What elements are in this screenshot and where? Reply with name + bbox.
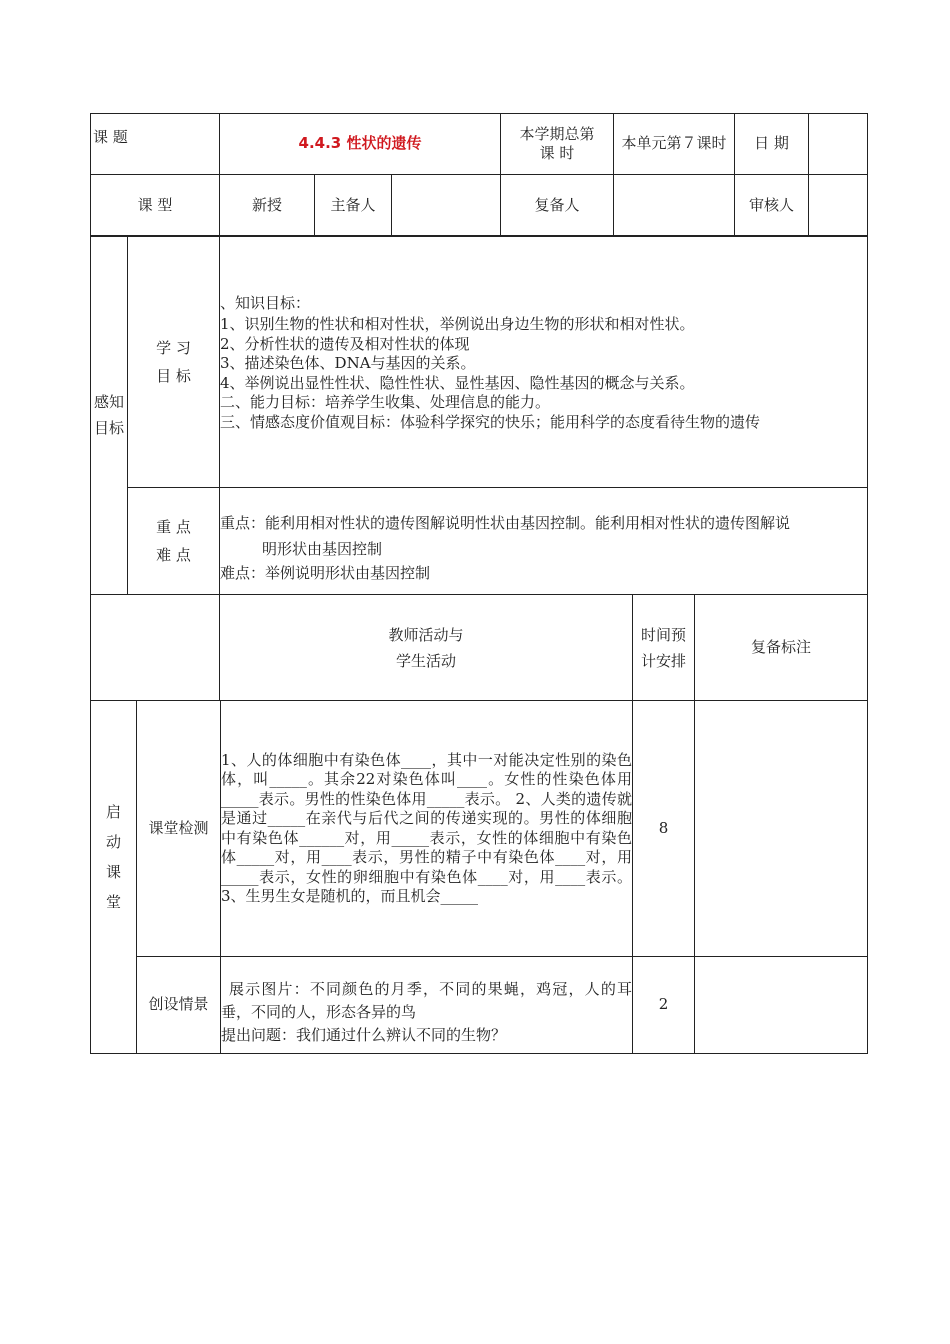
type-value: 新授 bbox=[220, 175, 315, 237]
term-total-line1: 本学期总第 bbox=[519, 124, 595, 143]
topic-label: 课 题 bbox=[91, 114, 220, 175]
scene-label: 创设情景 bbox=[137, 957, 221, 1054]
startup-table bbox=[90, 700, 868, 1054]
perception-label-2: 目标 bbox=[93, 419, 124, 437]
startup-label-char: 动 bbox=[105, 833, 121, 851]
key-label-2: 难 点 bbox=[156, 546, 191, 564]
time-column-header bbox=[633, 595, 695, 701]
goal-line: 1、识别生物的性状和相对性状，举例说出身边生物的形状和相对性状。 bbox=[220, 315, 695, 333]
goal-line: 3、描述染色体、DNA与基因的关系。 bbox=[220, 354, 476, 372]
co-value[interactable] bbox=[614, 175, 735, 237]
lead-label: 主备人 bbox=[315, 175, 392, 237]
activity-header-line-2: 学生活动 bbox=[395, 651, 456, 670]
goal-line: 三、情感态度价值观目标：体验科学探究的快乐；能用科学的态度看待生物的遗传 bbox=[220, 412, 761, 431]
reviewer-label: 审核人 bbox=[735, 175, 809, 237]
goal-line: 二、能力目标：培养学生收集、处理信息的能力。 bbox=[220, 393, 551, 411]
check-content: 1、人的体细胞中有染色体____，其中一对能决定性别的染色体，叫_____。其余22对染色体叫____。女性的性染色体用_____表示。男性的性染色体用_____表示。 2、人类的遗传就是通过_____在亲代与后代之间的传递实现的。男性的体细胞中有染色体______对，用_____表示，女性的体细胞中有染色体_____对，用____表示，男性的精子中有染色体____对，用_____表示，女性的卵细胞中有染色体____对，用____表示。 3、生男生女是随机的，而且机会_____ bbox=[221, 701, 633, 957]
time-header-line-2: 计安排 bbox=[640, 651, 686, 670]
startup-label-char: 堂 bbox=[105, 893, 121, 911]
startup-section-label bbox=[91, 701, 137, 1054]
scene-text-1: 展示图片：不同颜色的月季，不同的果蝇，鸡冠，人的耳垂，不同的人，形态各异的鸟 bbox=[221, 979, 632, 1021]
goals-label bbox=[128, 236, 220, 488]
activity-header-table bbox=[90, 594, 868, 701]
check-time: 8 bbox=[633, 701, 695, 957]
perception-table bbox=[90, 235, 868, 595]
key-point-line-2: 明形状由基因控制 bbox=[262, 540, 383, 558]
lead-value[interactable] bbox=[392, 175, 501, 237]
type-label: 课 型 bbox=[91, 175, 220, 237]
startup-label-char: 课 bbox=[105, 863, 121, 881]
reviewer-value[interactable] bbox=[809, 175, 868, 237]
key-content bbox=[220, 488, 868, 595]
date-value[interactable] bbox=[809, 114, 868, 175]
scene-text-2: 提出问题：我们通过什么辨认不同的生物？ bbox=[221, 1025, 507, 1044]
goal-line: 2、分析性状的遗传及相对性状的体现 bbox=[220, 334, 470, 353]
goals-label-1: 学 习 bbox=[156, 338, 191, 357]
co-label: 复备人 bbox=[501, 175, 614, 237]
startup-label-char: 启 bbox=[105, 803, 121, 821]
goals-label-2: 目 标 bbox=[156, 366, 191, 385]
goals-content bbox=[220, 236, 868, 488]
header-table bbox=[90, 113, 868, 237]
time-header-line-1: 时间预 bbox=[640, 625, 686, 644]
unit-lesson: 本单元第７课时 bbox=[614, 114, 735, 175]
perception-label-1: 感知 bbox=[93, 393, 124, 411]
scene-notes[interactable] bbox=[695, 957, 868, 1054]
scene-time: 2 bbox=[633, 957, 695, 1054]
activity-header-blank bbox=[91, 595, 220, 701]
check-label: 课堂检测 bbox=[137, 701, 221, 957]
key-point-line-1: 重点：能利用相对性状的遗传图解说明性状由基因控制。能利用相对性状的遗传图解说 bbox=[220, 514, 791, 532]
goal-line: 、知识目标： bbox=[220, 294, 311, 312]
key-label-1: 重 点 bbox=[156, 518, 191, 536]
perception-section-label bbox=[91, 236, 128, 595]
scene-content bbox=[221, 957, 633, 1054]
date-label: 日 期 bbox=[735, 114, 809, 175]
activity-column-header bbox=[220, 595, 633, 701]
term-total-cell bbox=[501, 114, 614, 175]
term-total-line2: 课 时 bbox=[539, 144, 575, 162]
check-notes[interactable] bbox=[695, 701, 868, 957]
activity-header-line-1: 教师活动与 bbox=[388, 625, 464, 644]
notes-column-header: 复备标注 bbox=[695, 595, 868, 701]
lesson-title: 4.4.3 性状的遗传 bbox=[220, 114, 501, 175]
difficulty-line: 难点：举例说明形状由基因控制 bbox=[220, 564, 431, 582]
key-label bbox=[128, 488, 220, 595]
goal-line: 4、举例说出显性性状、隐性性状、显性基因、隐性基因的概念与关系。 bbox=[220, 373, 695, 392]
